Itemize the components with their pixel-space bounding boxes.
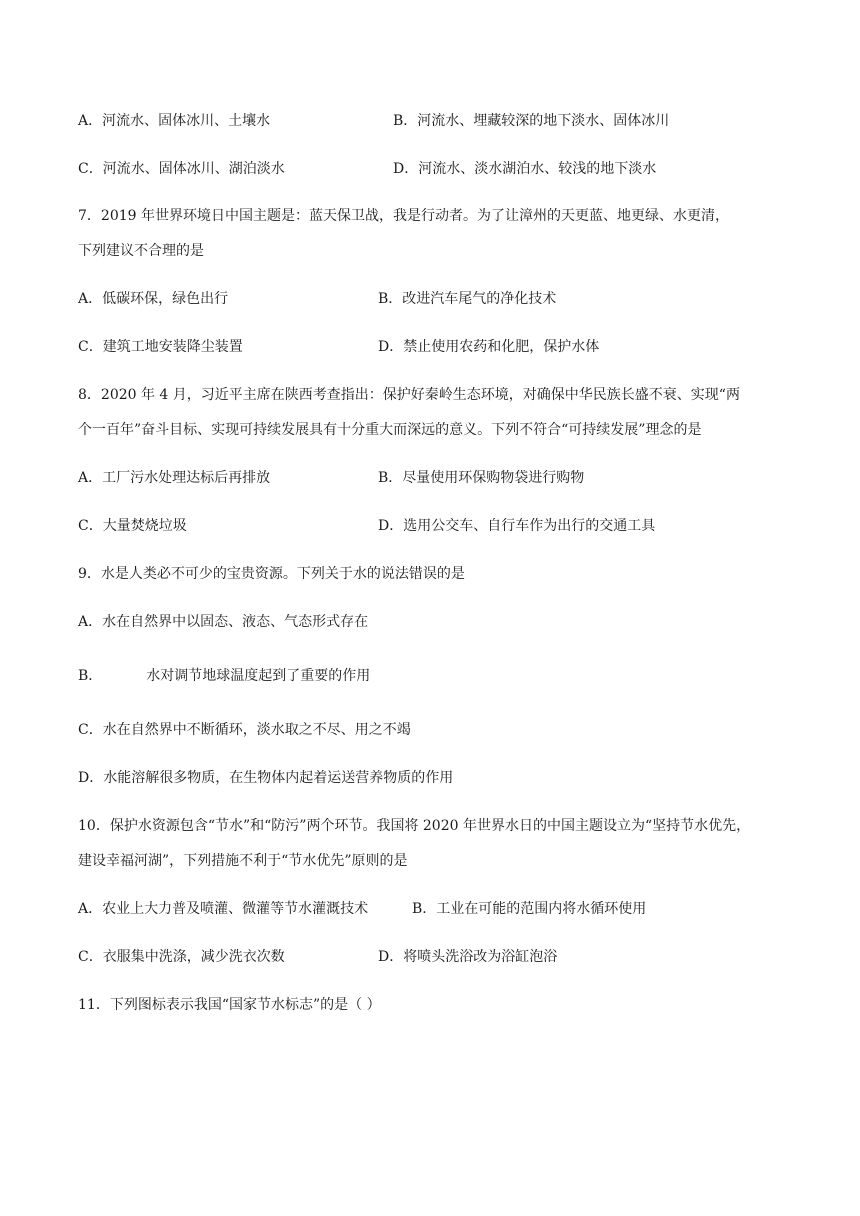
q10-option-a[interactable]: A．农业上大力普及喷灌、微灌等节水灌溉技术 — [78, 901, 369, 917]
q8-stem-line1: 8．2020 年 4 月，习近平主席在陕西考查指出：保护好秦岭生态环境，对确保中华民族长盛不衰、实现“两 — [78, 387, 740, 403]
q8-option-a[interactable]: A．工厂污水处理达标后再排放 — [78, 470, 271, 486]
q8-stem-line2: 个一百年”奋斗目标、实现可持续发展具有十分重大而深远的意义。下列不符合“可持续发展”理念的是 — [78, 422, 702, 438]
q6-option-d[interactable]: D．河流水、淡水湖泊水、较浅的地下淡水 — [393, 161, 657, 177]
q9-option-c[interactable]: C．水在自然界中不断循环，淡水取之不尽、用之不竭 — [78, 722, 411, 738]
q6-option-c[interactable]: C．河流水、固体冰川、湖泊淡水 — [78, 161, 285, 177]
q7-option-d[interactable]: D．禁止使用农药和化肥，保护水体 — [378, 339, 600, 355]
q9-option-a[interactable]: A．水在自然界中以固态、液态、气态形式存在 — [78, 614, 369, 630]
q10-stem-line1: 10．保护水资源包含“节水”和“防污”两个环节。我国将 2020 年世界水日的中国主题设立为“坚持节水优先， — [78, 818, 751, 834]
q9-option-b-text: 水对调节地球温度起到了重要的作用 — [146, 668, 371, 684]
q8-option-c[interactable]: C．大量焚烧垃圾 — [78, 518, 187, 534]
q7-stem-line2: 下列建议不合理的是 — [78, 243, 204, 259]
q9-option-b-letter: B． — [78, 668, 103, 684]
q7-option-b[interactable]: B．改进汽车尾气的净化技术 — [378, 291, 557, 307]
q10-option-b[interactable]: B．工业在可能的范围内将水循环使用 — [412, 901, 647, 917]
q9-option-b[interactable] — [78, 666, 370, 686]
q6-option-b[interactable]: B．河流水、埋藏较深的地下淡水、固体冰川 — [393, 113, 670, 129]
q7-stem-line1: 7．2019 年世界环境日中国主题是：蓝天保卫战，我是行动者。为了让漳州的天更蓝、地更绿、水更清， — [78, 208, 729, 224]
q9-stem: 9．水是人类必不可少的宝贵资源。下列关于水的说法错误的是 — [78, 566, 465, 582]
q6-option-a[interactable]: A．河流水、固体冰川、土壤水 — [78, 113, 271, 129]
q11-stem: 11．下列图标表示我国“国家节水标志”的是（ ） — [78, 997, 381, 1013]
q7-option-a[interactable]: A．低碳环保，绿色出行 — [78, 291, 229, 307]
q10-stem-line2: 建设幸福河湖”，下列措施不利于“节水优先”原则的是 — [78, 853, 408, 869]
q10-option-c[interactable]: C．衣服集中洗涤，减少洗衣次数 — [78, 949, 285, 965]
q10-option-d[interactable]: D．将喷头洗浴改为浴缸泡浴 — [378, 949, 558, 965]
q7-option-c[interactable]: C．建筑工地安装降尘装置 — [78, 339, 243, 355]
q9-option-d[interactable]: D．水能溶解很多物质，在生物体内起着运送营养物质的作用 — [78, 770, 454, 786]
q8-option-d[interactable]: D．选用公交车、自行车作为出行的交通工具 — [378, 518, 656, 534]
q8-option-b[interactable]: B．尽量使用环保购物袋进行购物 — [378, 470, 585, 486]
